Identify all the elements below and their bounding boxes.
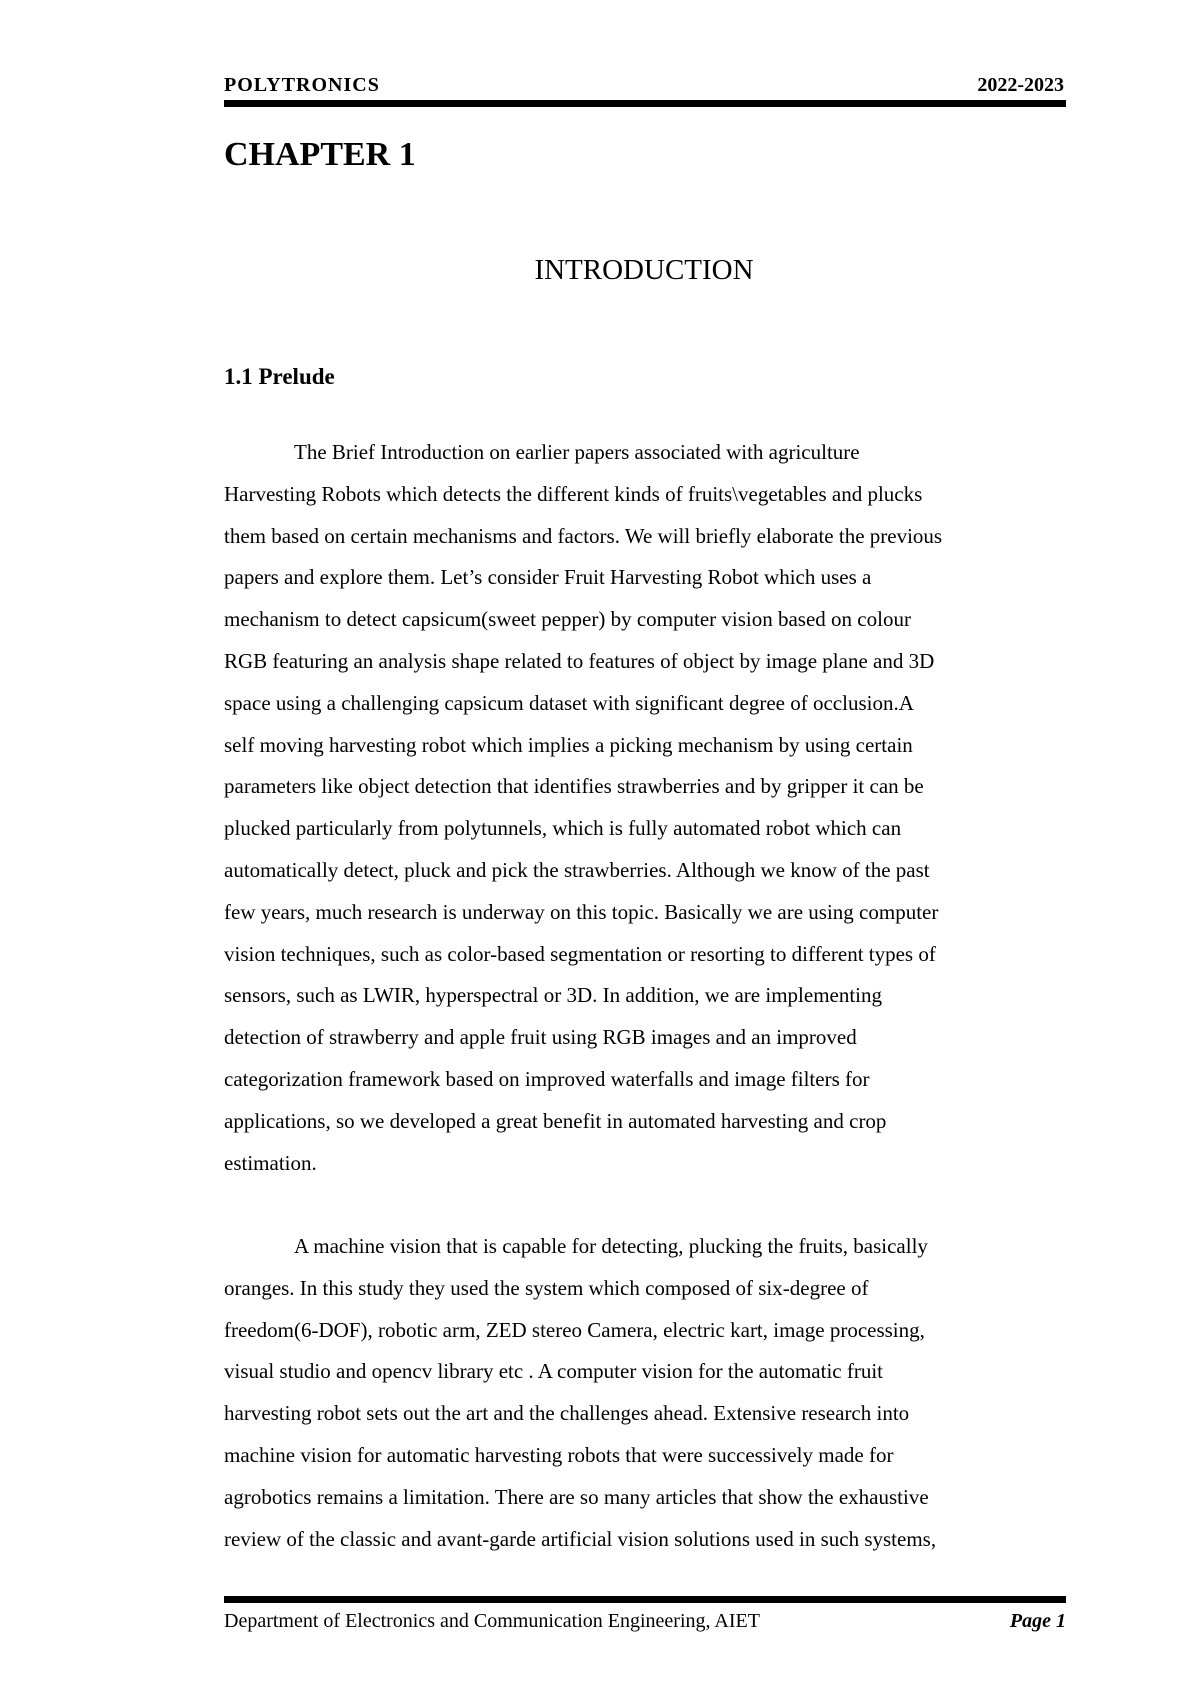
header-year: 2022-2023 <box>977 74 1064 96</box>
text-line: mechanism to detect capsicum(sweet pepper) by computer vision based on colour <box>224 607 911 632</box>
text-line: detection of strawberry and apple fruit using RGB images and an improved <box>224 1025 857 1050</box>
paragraph-2 <box>224 1226 1068 1560</box>
chapter-title: CHAPTER 1 <box>224 136 416 173</box>
text-line: categorization framework based on improved waterfalls and image filters for <box>224 1066 870 1091</box>
page-number: Page 1 <box>1009 1610 1066 1632</box>
paragraph-1 <box>224 432 1068 1184</box>
text-line: Harvesting Robots which detects the different kinds of fruits\vegetables and plucks <box>224 481 923 506</box>
header-title: POLYTRONICS <box>224 74 380 96</box>
chapter-subtitle: INTRODUCTION <box>534 254 754 286</box>
text-line: agrobotics remains a limitation. There are so many articles that show the exhaustive <box>224 1484 929 1509</box>
page-footer <box>224 1610 1066 1636</box>
text-line: review of the classic and avant-garde artificial vision solutions used in such systems, <box>224 1526 937 1551</box>
text-line: oranges. In this study they used the system which composed of six-degree of <box>224 1275 869 1300</box>
page-header <box>224 74 1064 102</box>
text-line: papers and explore them. Let’s consider Fruit Harvesting Robot which uses a <box>224 565 872 590</box>
section-heading: 1.1 Prelude <box>224 364 335 389</box>
footer-department: Department of Electronics and Communication Engineering, AIET <box>224 1610 760 1632</box>
text-line: automatically detect, pluck and pick the strawberries. Although we know of the past <box>224 857 930 882</box>
text-line: vision techniques, such as color-based segmentation or resorting to different types of <box>224 941 936 966</box>
text-line: harvesting robot sets out the art and the challenges ahead. Extensive research into <box>224 1401 910 1426</box>
header-rule <box>224 100 1066 107</box>
text-line: space using a challenging capsicum dataset with significant degree of occlusion.A <box>224 690 914 715</box>
text-line: them based on certain mechanisms and factors. We will briefly elaborate the previous <box>224 523 943 548</box>
text-line: sensors, such as LWIR, hyperspectral or 3D. In addition, we are implementing <box>224 983 883 1008</box>
footer-rule <box>224 1596 1066 1603</box>
text-line: self moving harvesting robot which implies a picking mechanism by using certain <box>224 732 913 757</box>
text-line: machine vision for automatic harvesting robots that were successively made for <box>224 1442 894 1467</box>
text-line: applications, so we developed a great benefit in automated harvesting and crop <box>224 1108 887 1133</box>
text-line: The Brief Introduction on earlier papers associated with agriculture <box>294 440 860 464</box>
text-line: estimation. <box>224 1150 317 1175</box>
text-line: few years, much research is underway on this topic. Basically we are using computer <box>224 899 939 924</box>
text-line: RGB featuring an analysis shape related to features of object by image plane and 3D <box>224 648 935 673</box>
text-line: A machine vision that is capable for detecting, plucking the fruits, basically <box>294 1234 928 1258</box>
text-line: visual studio and opencv library etc . A computer vision for the automatic fruit <box>224 1359 884 1384</box>
text-line: parameters like object detection that identifies strawberries and by gripper it can be <box>224 774 924 799</box>
text-line: plucked particularly from polytunnels, which is fully automated robot which can <box>224 816 902 841</box>
text-line: freedom(6-DOF), robotic arm, ZED stereo Camera, electric kart, image processing, <box>224 1317 925 1342</box>
